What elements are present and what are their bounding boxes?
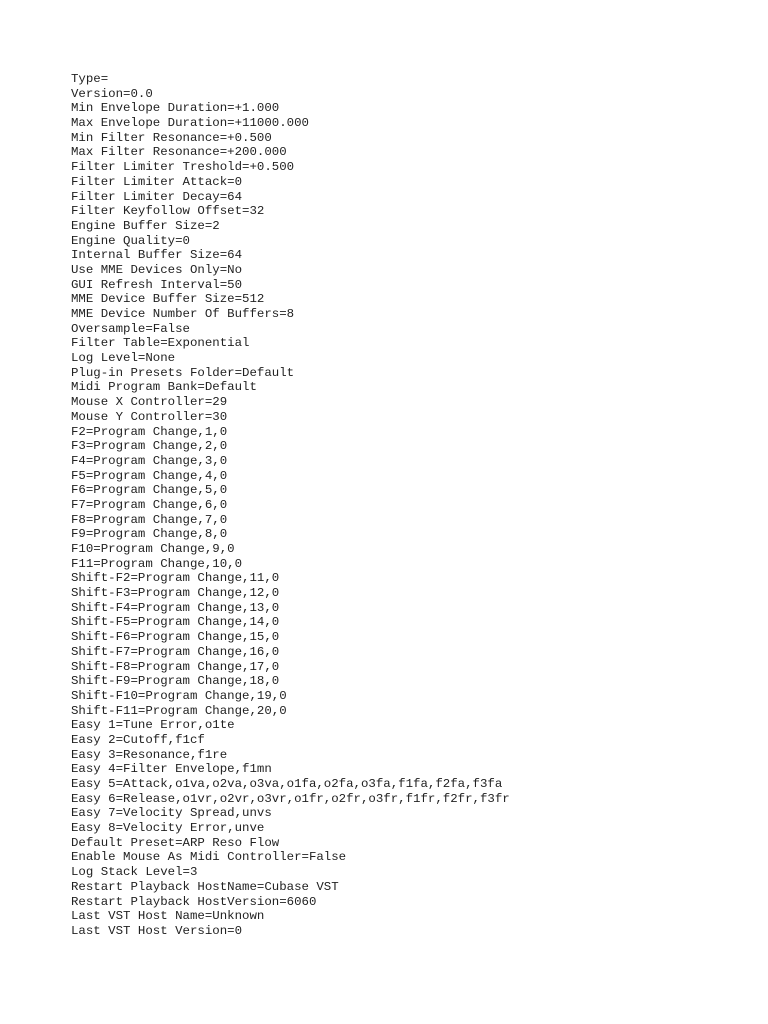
config-line: Shift-F4=Program Change,13,0 xyxy=(71,600,280,615)
config-line: F6=Program Change,5,0 xyxy=(71,483,228,498)
config-line: Shift-F2=Program Change,11,0 xyxy=(71,571,280,586)
config-line: Filter Table=Exponential xyxy=(71,336,250,351)
config-line: Easy 1=Tune Error,o1te xyxy=(71,718,235,733)
config-line: F2=Program Change,1,0 xyxy=(71,424,228,439)
config-line: GUI Refresh Interval=50 xyxy=(71,277,243,292)
config-line: MME Device Number Of Buffers=8 xyxy=(71,307,295,321)
config-line: Easy 6=Release,o1vr,o2vr,o3vr,o1fr,o2fr,o3fr,f1fr,f2fr,f3fr xyxy=(71,791,510,806)
config-line: F3=Program Change,2,0 xyxy=(71,439,228,454)
config-line: Shift-F6=Program Change,15,0 xyxy=(71,630,280,645)
config-line: F9=Program Change,8,0 xyxy=(71,527,228,542)
config-line: Easy 3=Resonance,f1re xyxy=(71,747,228,762)
config-line: F7=Program Change,6,0 xyxy=(71,497,228,512)
config-line: Easy 4=Filter Envelope,f1mn xyxy=(71,762,272,777)
config-line: Easy 7=Velocity Spread,unvs xyxy=(71,806,272,821)
config-line: Filter Keyfollow Offset=32 xyxy=(71,204,265,219)
config-line: Easy 2=Cutoff,f1cf xyxy=(71,732,205,747)
config-line: Internal Buffer Size=64 xyxy=(71,248,243,263)
config-line: F8=Program Change,7,0 xyxy=(71,512,228,527)
config-line: Engine Buffer Size=2 xyxy=(71,218,220,233)
config-line: F4=Program Change,3,0 xyxy=(71,453,228,468)
config-line: MME Device Buffer Size=512 xyxy=(71,292,265,307)
config-line: Easy 8=Velocity Error,unve xyxy=(71,821,265,836)
config-line: Type= xyxy=(71,72,109,86)
config-text-document xyxy=(71,72,510,939)
config-line: Log Stack Level=3 xyxy=(71,865,198,880)
config-line: F5=Program Change,4,0 xyxy=(71,468,228,483)
config-line: F11=Program Change,10,0 xyxy=(71,556,243,571)
config-line: Default Preset=ARP Reso Flow xyxy=(71,835,280,850)
config-line: Shift-F9=Program Change,18,0 xyxy=(71,674,280,689)
config-line: Filter Limiter Decay=64 xyxy=(71,189,243,204)
config-line: Shift-F10=Program Change,19,0 xyxy=(71,688,287,703)
config-line: Easy 5=Attack,o1va,o2va,o3va,o1fa,o2fa,o3fa,f1fa,f2fa,f3fa xyxy=(71,777,503,791)
config-line: Filter Limiter Attack=0 xyxy=(71,174,243,189)
config-line: Last VST Host Version=0 xyxy=(71,923,243,938)
config-line: Mouse Y Controller=30 xyxy=(71,409,228,424)
config-line: Shift-F5=Program Change,14,0 xyxy=(71,615,280,630)
config-line: Enable Mouse As Midi Controller=False xyxy=(71,850,347,865)
config-line: Mouse X Controller=29 xyxy=(71,395,228,410)
config-line: Use MME Devices Only=No xyxy=(71,262,243,277)
config-line: Min Filter Resonance=+0.500 xyxy=(71,130,272,145)
config-line: Midi Program Bank=Default xyxy=(71,380,257,395)
config-line: Shift-F8=Program Change,17,0 xyxy=(71,659,280,674)
config-line: Restart Playback HostVersion=6060 xyxy=(71,894,317,909)
config-line: Min Envelope Duration=+1.000 xyxy=(71,101,280,116)
config-line: Max Envelope Duration=+11000.000 xyxy=(71,116,309,131)
config-line: Oversample=False xyxy=(71,321,190,336)
config-line: Last VST Host Name=Unknown xyxy=(71,909,265,924)
config-line: Log Level=None xyxy=(71,351,176,366)
config-line: Max Filter Resonance=+200.000 xyxy=(71,145,287,160)
config-line: Version=0.0 xyxy=(71,86,153,101)
config-line: Filter Limiter Treshold=+0.500 xyxy=(71,160,295,175)
config-line: F10=Program Change,9,0 xyxy=(71,542,235,556)
config-line: Shift-F7=Program Change,16,0 xyxy=(71,644,280,659)
config-line: Engine Quality=0 xyxy=(71,233,190,248)
config-line: Restart Playback HostName=Cubase VST xyxy=(71,879,339,894)
config-line: Plug-in Presets Folder=Default xyxy=(71,365,295,380)
config-line: Shift-F3=Program Change,12,0 xyxy=(71,586,280,601)
config-line: Shift-F11=Program Change,20,0 xyxy=(71,703,287,718)
